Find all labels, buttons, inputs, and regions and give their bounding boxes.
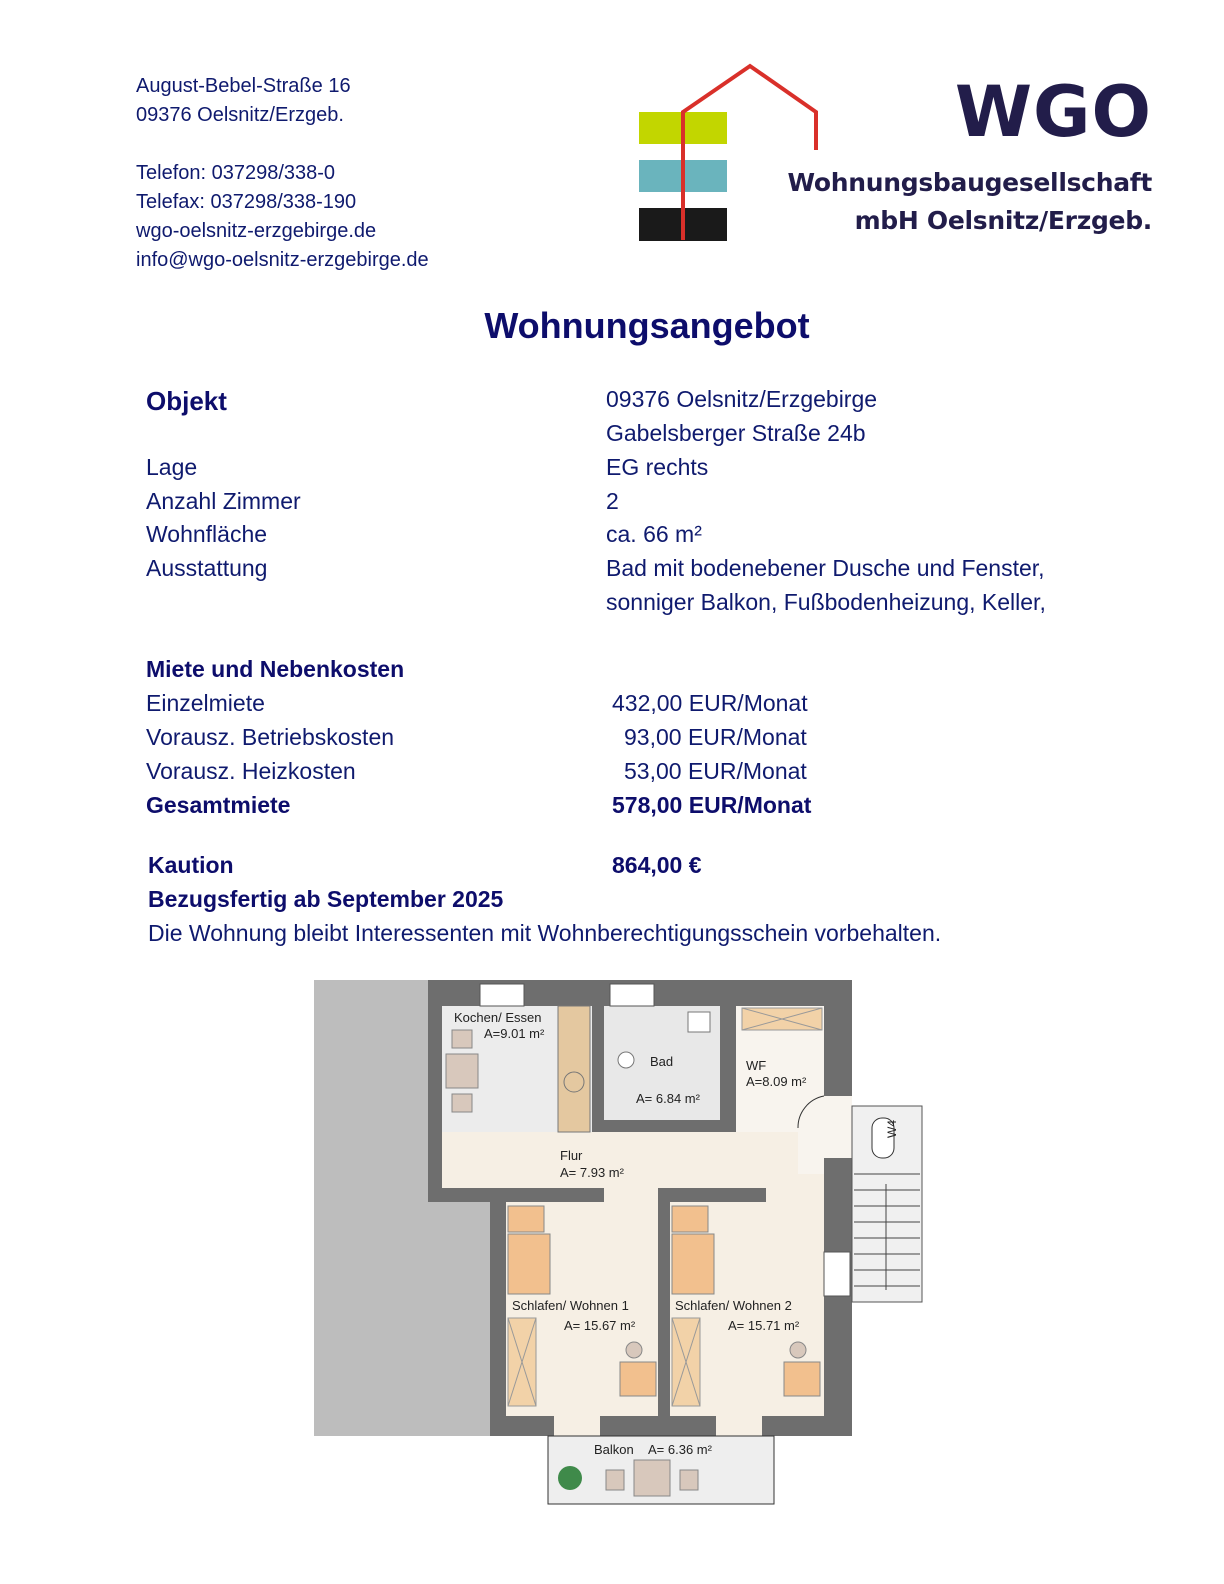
room-area-balcony: A= 6.36 m²: [648, 1442, 712, 1457]
object-address-line1: 09376 Oelsnitz/Erzgebirge: [606, 386, 878, 412]
object-heading: Objekt: [146, 386, 227, 416]
cost-value-einzelmiete: 432,00 EUR/Monat: [612, 690, 808, 716]
plant-icon: [558, 1466, 582, 1490]
dining-table: [446, 1054, 478, 1088]
availability-text: Bezugsfertig ab September 2025: [148, 886, 504, 912]
email-link[interactable]: info@wgo-oelsnitz-erzgebirge.de: [136, 249, 429, 271]
field-label-ausstattung: Ausstattung: [146, 555, 268, 581]
phone: Telefon: 037298/338-0: [136, 162, 336, 184]
field-value-wohnflaeche: ca. 66 m²: [606, 521, 702, 547]
window-bath: [610, 984, 654, 1006]
bed-1: [508, 1234, 550, 1294]
address-city: 09376 Oelsnitz/Erzgeb.: [136, 104, 344, 126]
room-name-wf: WF: [746, 1058, 767, 1073]
cost-label-einzelmiete: Einzelmiete: [146, 690, 265, 716]
logo-abbreviation: WGO: [954, 71, 1152, 153]
cost-value-heizkosten: 53,00 EUR/Monat: [624, 758, 807, 784]
cost-label-betriebskosten: Vorausz. Betriebskosten: [146, 724, 395, 750]
desk-1: [620, 1362, 656, 1396]
total-rent-label: Gesamtmiete: [146, 792, 291, 818]
room-name-kitchen: Kochen/ Essen: [454, 1010, 542, 1025]
field-value-lage: EG rechts: [606, 454, 709, 480]
costs-heading: Miete und Nebenkosten: [146, 656, 405, 682]
stair-label: W4: [885, 1120, 899, 1138]
total-rent-value: 578,00 EUR/Monat: [612, 792, 812, 818]
company-address-block: [136, 72, 429, 275]
logo-name-line2: mbH Oelsnitz/Erzgeb.: [854, 206, 1152, 235]
room-area-bedroom-1: A= 15.67 m²: [564, 1318, 636, 1333]
window-kitchen: [480, 984, 524, 1006]
field-label-lage: Lage: [146, 454, 198, 480]
room-area-flur: A= 7.93 m²: [560, 1165, 624, 1180]
page-title: Wohnungsangebot: [484, 305, 810, 346]
address-street: August-Bebel-Straße 16: [136, 75, 351, 97]
cost-label-heizkosten: Vorausz. Heizkosten: [146, 758, 356, 784]
house-logo-icon: [636, 62, 836, 252]
room-area-wf: A=8.09 m²: [746, 1074, 807, 1089]
field-label-wohnflaeche: Wohnfläche: [146, 521, 268, 547]
kitchen-counter: [558, 1006, 590, 1132]
field-value-ausstattung-line2: sonniger Balkon, Fußbodenheizung, Keller,: [606, 589, 1046, 615]
field-label-zimmer: Anzahl Zimmer: [146, 488, 301, 514]
fax: Telefax: 037298/338-190: [136, 191, 357, 213]
balcony-table: [634, 1460, 670, 1496]
company-logo: [636, 62, 1166, 252]
room-name-bath: Bad: [650, 1054, 674, 1069]
field-value-zimmer: 2: [606, 488, 619, 514]
sink-icon: [688, 1012, 710, 1032]
room-name-bedroom-1: Schlafen/ Wohnen 1: [512, 1298, 629, 1313]
chair: [452, 1094, 472, 1112]
room-name-bedroom-2: Schlafen/ Wohnen 2: [675, 1298, 792, 1313]
cost-value-betriebskosten: 93,00 EUR/Monat: [624, 724, 807, 750]
chair: [452, 1030, 472, 1048]
desk-2: [784, 1362, 820, 1396]
room-area-bath: A= 6.84 m²: [636, 1091, 700, 1106]
toilet-icon: [618, 1052, 634, 1068]
room-name-flur: Flur: [560, 1148, 583, 1163]
window-side: [824, 1252, 850, 1296]
floor-plan: [312, 978, 932, 1514]
room-area-kitchen: A=9.01 m²: [484, 1026, 545, 1041]
deposit-label: Kaution: [148, 852, 234, 878]
bed-2: [672, 1234, 714, 1294]
deposit-value: 864,00 €: [612, 852, 702, 878]
wbs-note: Die Wohnung bleibt Interessenten mit Wohnberechtigungsschein vorbehalten.: [148, 920, 942, 946]
object-address-line2: Gabelsberger Straße 24b: [606, 420, 866, 446]
field-value-ausstattung: Bad mit bodenebener Dusche und Fenster,: [606, 555, 1045, 581]
room-name-balcony: Balkon: [594, 1442, 634, 1457]
entrance-door: [824, 1096, 852, 1158]
logo-name-line1: Wohnungsbaugesellschaft: [787, 168, 1152, 197]
website-link[interactable]: wgo-oelsnitz-erzgebirge.de: [136, 220, 377, 242]
room-area-bedroom-2: A= 15.71 m²: [728, 1318, 800, 1333]
